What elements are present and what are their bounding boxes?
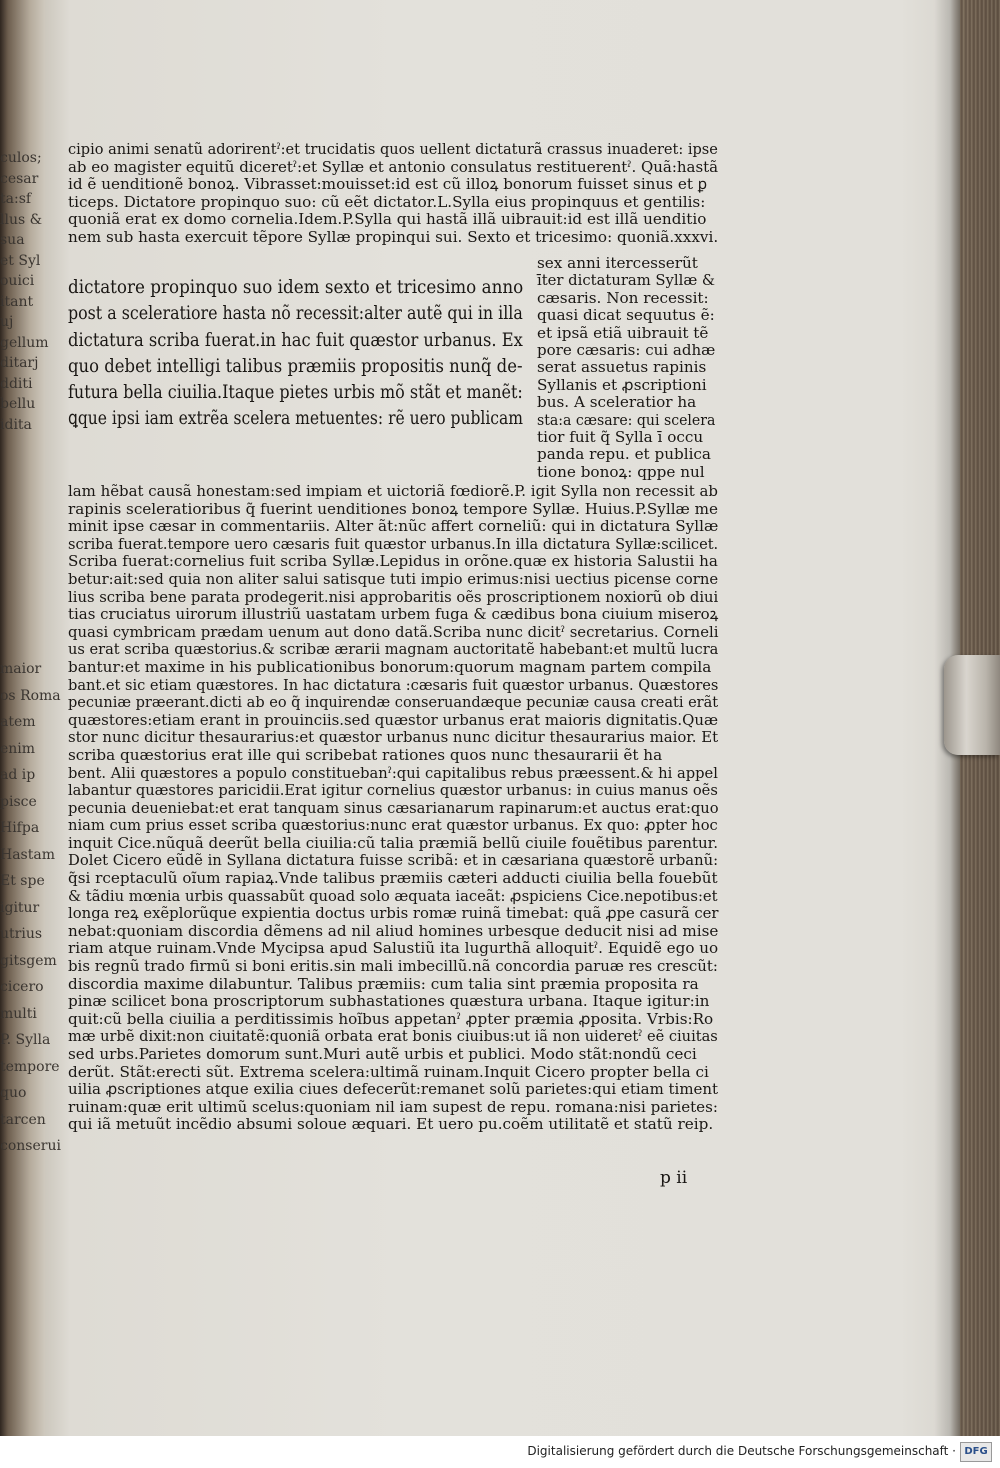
left-page-fragment: gitsgem: [0, 952, 57, 969]
main-text-line: post a sceleratiore hasta nõ recessit:alter autẽ qui in illa: [68, 303, 523, 325]
left-page-fragment: P. Sylla: [0, 1032, 51, 1048]
folio-signature: p ii: [660, 1168, 688, 1188]
footer-credit: Digitalisierung gefördert durch die Deutsche Forschungsgemeinschaft ·: [527, 1444, 956, 1458]
commentary-line: bant.et sic etiam quæstores. In hac dictatura :cæsaris fuit quæstor urbanus. Quæstores: [68, 675, 719, 694]
book-clamp: [944, 655, 1000, 755]
commentary-bottom: [68, 483, 718, 1134]
main-text-line: dictatura scriba fuerat.in hac fuit quæstor urbanus. Ex: [68, 329, 523, 351]
commentary-line: bis regnũ trado firmũ si boni eritis.sin mali imbecillũ.nã concordia paruæ res crescũt:: [68, 957, 718, 976]
commentary-line: discordia maxime dilabuntur. Talibus præmiis: cum talia sint præmia proposita ra: [68, 974, 699, 993]
left-page-fragment: pisce: [0, 793, 37, 810]
commentary-line: sed urbs.Parietes domorum sunt.Muri autẽ urbis et publici. Modo stãt:nondũ ceci: [68, 1045, 697, 1063]
left-page-fragment: dditi: [0, 375, 33, 392]
left-page-fragment: ouici: [0, 273, 35, 289]
left-page-fragment: llus &: [0, 211, 43, 228]
commentary-line: derũt. Stãt:erecti sũt. Extrema scelera:ultimã ruinam.Inquit Cicero propter bella ci: [68, 1062, 709, 1081]
left-page-fragment: tarcen: [0, 1111, 46, 1128]
commentary-line: pecunia deueniebat:et erat tanquam sinus cæsarianarum rapinarum:et auctus erat:quo: [68, 798, 719, 817]
side-commentary-line: panda repu. et publica: [537, 445, 711, 464]
side-commentary-line: et ipsã etiã uibrauit tẽ: [537, 323, 709, 342]
side-commentary-line: Syllanis et ꝓscriptioni: [537, 375, 707, 394]
side-commentary-line: sex anni itercesserũt: [537, 254, 698, 272]
left-page-fragment: utrius: [0, 926, 43, 942]
left-page-fragment: ad ip: [0, 767, 36, 783]
left-page-fragment: quo: [0, 1085, 27, 1101]
left-page-fragment: igitur: [0, 899, 40, 916]
footer-bar: [0, 1436, 1000, 1468]
commentary-line: ruinam:quæ erit ultimũ scelus:quoniam nil iam supest de repu. romana:nisi parietes:: [68, 1097, 718, 1116]
commentary-line: scriba quæstorius erat ille qui scribebat rationes quos nunc thesaurarii ẽt ha: [68, 745, 663, 764]
left-page-fragment: uj: [0, 314, 14, 330]
commentary-line: inquit Cice.nũquã deerũt bella ciuilia:cũ talia præmiã bellũ ciuile fouẽtibus parentur.: [68, 833, 719, 852]
commentary-line: lam hẽbat causã honestam:sed impiam et uictoriã fœdiorẽ.P. igit Sylla non recessit ab: [68, 482, 718, 500]
commentary-line: riam atque ruinam.Vnde Mycipsa apud Salustiũ ita lugurthã alloquitˀ. Equidẽ ego uo: [68, 939, 719, 958]
commentary-line: q̃si rceptaculũ oĩum rapiaꝝ.Vnde talibus præmiis cæteri adducti ciuilia bella fouebũt: [68, 869, 718, 888]
commentary-line: mæ urbẽ dixit:non ciuitatẽ:quoniã orbata erat bonis ciuibus:ut iã non uideretˀ eẽ ciuitas: [68, 1027, 718, 1046]
side-commentary-line: īter dictaturam Syllæ &: [537, 271, 716, 290]
commentary-line: id ẽ uenditionẽ bonoꝝ. Vibrasset:mouisset:id est cũ illoꝝ bonorum fuisset sinus et ꝑ: [68, 175, 708, 194]
main-text-line: dictatore propinquo suo idem sexto et tricesimo anno: [68, 277, 524, 298]
left-page-fragment: os Roma: [0, 687, 61, 704]
main-text-line: futura bella ciuilia.Itaque pietes urbis mõ stãt et manẽt:: [68, 382, 523, 404]
commentary-line: stor nunc dicitur thesaurarius:et quæstor urbanus nunc dicitur thesaurarius maior. Et: [68, 728, 719, 747]
side-commentary-line: serat assuetus rapinis: [537, 358, 707, 377]
left-page-fragment: atem: [0, 714, 36, 730]
commentary-line: scriba fuerat.tempore uero cæsaris fuit quæstor urbanus.In illa dictatura Syllæ:scilicet.: [68, 534, 719, 553]
left-page-fragment: conserui: [0, 1138, 61, 1154]
side-commentary-line: tior fuit q̃ Sylla ī occu: [537, 428, 704, 447]
commentary-line: quit:cũ bella ciuilia a perditissimis hoĩbus appetanˀ ꝓpter præmia ꝓposita. Vrbis:Ro: [68, 1009, 714, 1028]
commentary-line: & tãdiu mœnia urbis quassabũt quoad solo æquata iaceãt: ꝓspiciens Cice.nepotibus:et: [68, 886, 718, 905]
main-text-line: ꝗque ipsi iam extrẽa scelera metuentes: rẽ uero publicam: [68, 408, 523, 430]
left-page-fragment: multi: [0, 1005, 37, 1022]
commentary-line: us erat scriba quæstorius.& scribæ ærarii magnam auctoritatẽ habebant:et multũ lucra: [68, 640, 719, 659]
side-commentary-line: cæsaris. Non recessit:: [537, 288, 709, 307]
commentary-line: ab eo magister equitũ diceretˀ:et Syllæ et antonio consulatus restituerentˀ. Quã:hastã: [68, 157, 719, 176]
left-page-fragment: idita: [0, 416, 32, 433]
dfg-logo: DFG: [960, 1442, 992, 1462]
left-page-fragment: ta:sf: [0, 191, 32, 207]
side-commentary-line: tione bonoꝝ: qppe nul: [537, 462, 705, 481]
main-text-line: quo debet intelligi talibus præmiis propositis nunq̃ de-: [68, 355, 523, 377]
left-page-fragment: gellum: [0, 334, 49, 351]
commentary-line: quæstores:etiam erant in prouinciis.sed quæstor urbanus erat maioris dignitatis.Quæ: [68, 710, 719, 729]
left-page-fragment: maior: [0, 661, 42, 677]
left-page-fragment: cicero: [0, 979, 44, 995]
commentary-line: betur:ait:sed quia non aliter salui satisque tuti impio erimus:nisi uectius picense corne: [68, 569, 719, 588]
side-commentary-column: [537, 255, 715, 481]
commentary-line: niam cum prius esset scriba quæstorius:nunc erat quæstor urbanus. Ex quo: ꝓpter hoc: [68, 816, 718, 835]
commentary-line: cipio animi senatũ adorirentˀ:et trucidatis quos uellent dictaturã crassus inuaderet: ipse: [68, 140, 718, 158]
commentary-line: pinæ scilicet bona proscriptorum subhastationes quæstura urbana. Itaque igitur:in: [68, 992, 710, 1011]
side-commentary-line: bus. A sceleratior ha: [537, 393, 697, 412]
commentary-line: ticeps. Dictatore propinquo suo: cũ eẽt dictator.L.Sylla eius propinquus et gentilis:: [68, 192, 706, 211]
commentary-line: tias cruciatus uirorum illustriũ uastatam urbem fuga & cædibus bona ciuium miseroꝝ: [68, 605, 719, 624]
left-page-fragment: sua: [0, 232, 25, 248]
left-page-fragment: cesar: [0, 170, 39, 187]
commentary-line: Dolet Cicero eũdẽ in Syllana dictatura fuisse scribã: et in cæsariana quæstorẽ urbanũ:: [68, 851, 719, 870]
main-text-block: [68, 275, 523, 433]
left-page-fragment: tempore: [0, 1058, 60, 1075]
left-page-fragment: bellu: [0, 396, 36, 412]
commentary-line: rapinis sceleratioribus q̃ fuerint uenditiones bonoꝝ tempore Syllæ. Huius.P.Syllæ me: [68, 499, 718, 518]
side-commentary-line: pore cæsaris: cui adhæ: [537, 341, 716, 360]
commentary-line: qui iã metuũt incẽdio absumi soloue æquari. Et uero pu.coẽm utilitatẽ et statũ reip.: [68, 1115, 714, 1134]
commentary-line: pecuniæ præerant.dicti ab eo q̃ inquirendæ conseruandæque pecuniæ causa creati erãt: [68, 693, 719, 712]
commentary-line: Scriba fuerat:cornelius fuit scriba Syllæ.Lepidus in orõne.quæ ex historia Salustii ha: [68, 552, 718, 571]
side-commentary-line: quasi dicat sequutus ẽ:: [537, 306, 715, 325]
left-page-fragment: Et spe: [0, 873, 45, 889]
left-page-fragment: et Syl: [0, 252, 41, 269]
commentary-line: quasi cymbricam prædam uenum aut dono datã.Scriba nunc dicitˀ secretarius. Corneli: [68, 622, 719, 641]
commentary-line: bantur:et maxime in his publicationibus bonorum:quorum magnam partem compila: [68, 657, 712, 676]
commentary-line: uilia ꝓscriptiones atque exilia ciues defecerũt:remanet solũ parietes:qui etiam timent: [68, 1080, 719, 1099]
left-page-fragment: culos;: [0, 150, 42, 166]
left-page-fragment: itant: [0, 293, 34, 310]
left-page-fragment: enim: [0, 740, 36, 757]
commentary-top: [68, 141, 718, 247]
commentary-line: nebat:quoniam discordia dẽmens ad nil aliud homines urbesque deducit nisi ad mise: [68, 921, 719, 940]
commentary-line: nem sub hasta exercuit tẽpore Syllæ propinqui sui. Sexto et tricesimo: quoniã.xxxvi.: [68, 227, 719, 246]
commentary-line: labantur quæstores paricidii.Erat igitur cornelius quæstor urbanus: in cuius manus oẽs: [68, 781, 718, 800]
commentary-line: quoniã erat ex domo cornelia.Idem.P.Sylla qui hastã illã uibrauit:id est illã uenditio: [68, 210, 707, 229]
side-commentary-line: sta:a cæsare: qui scelera: [537, 410, 716, 429]
commentary-line: lius scriba bene parata prodegerit.nisi approbaritis oẽs proscriptionem noxiorũ ob diui: [68, 587, 719, 606]
commentary-line: bent. Alii quæstores a populo constituebanˀ:qui capitalibus rebus præessent.& hi appel: [68, 763, 718, 782]
commentary-line: minit ipse cæsar in commentariis. Alter ãt:nũc affert corneliũ: qui in dictatura Syllæ: [68, 517, 719, 536]
left-page-fragment: Hifpa: [0, 820, 40, 836]
commentary-line: longa reꝝ exẽplorũque expientia doctus urbis romæ ruinã timebat: quã ꝓpe casurã cer: [68, 904, 719, 923]
left-page-fragment: Hastam: [0, 846, 55, 863]
left-page-fragment: ditarj: [0, 355, 39, 371]
